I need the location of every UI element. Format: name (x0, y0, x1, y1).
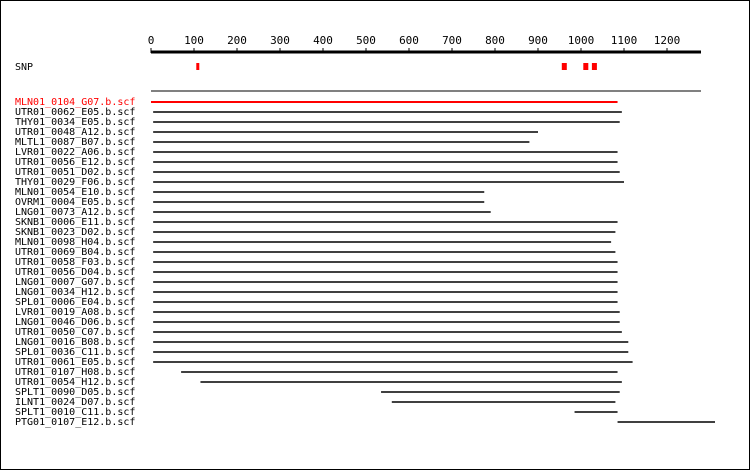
read-label: SPLT1_0090_D05.b.scf (15, 387, 136, 398)
snp-marker (592, 63, 597, 70)
read-label: UTR01_0061_E05.b.scf (15, 357, 136, 368)
snp-marker (562, 63, 567, 70)
read-label: MLN01_0104_G07.b.scf (15, 97, 136, 108)
read-label: UTR01_0069_B04.b.scf (15, 247, 136, 258)
read-label: ILNT1_0024_D07.b.scf (15, 397, 136, 408)
axis-tick-label: 800 (485, 34, 505, 47)
read-label: UTR01_0056_E12.b.scf (15, 157, 136, 168)
read-label: UTR01_0107_H08.b.scf (15, 367, 136, 378)
read-label: MLN01_0054_E10.b.scf (15, 187, 136, 198)
read-label: SKNB1_0006_E11.b.scf (15, 217, 136, 228)
axis-tick-label: 1000 (567, 34, 595, 47)
read-label: LNG01_0034_H12.b.scf (15, 287, 136, 298)
read-label: UTR01_0054_H12.b.scf (15, 377, 136, 388)
axis-tick-label: 0 (147, 34, 155, 47)
read-label: THY01_0029_F06.b.scf (15, 177, 136, 188)
axis-tick-label: 700 (442, 34, 462, 47)
axis-tick-label: 100 (184, 34, 204, 47)
read-label: UTR01_0056_D04.b.scf (15, 267, 136, 278)
read-label: LVR01_0019_A08.b.scf (15, 307, 136, 318)
axis-tick-label: 1200 (653, 34, 681, 47)
read-label: UTR01_0051_D02.b.scf (15, 167, 136, 178)
read-label: OVRM1_0004_E05.b.scf (15, 197, 136, 208)
read-label: MLTL1_0087_B07.b.scf (15, 137, 136, 148)
axis-tick-label: 400 (313, 34, 333, 47)
read-label: UTR01_0058_F03.b.scf (15, 257, 136, 268)
read-label: LNG01_0016_B08.b.scf (15, 337, 136, 348)
axis-tick-label: 900 (528, 34, 548, 47)
read-label: LNG01_0073_A12.b.scf (15, 207, 136, 218)
snp-marker (196, 63, 199, 70)
axis-tick-label: 600 (399, 34, 419, 47)
read-label: UTR01_0048_A12.b.scf (15, 127, 136, 138)
read-label: THY01_0034_E05.b.scf (15, 117, 136, 128)
snp-label: SNP (15, 62, 34, 73)
read-label: LNG01_0007_G07.b.scf (15, 277, 136, 288)
read-label: LVR01_0022_A06.b.scf (15, 147, 136, 158)
read-label: MLN01_0098_H04.b.scf (15, 237, 136, 248)
read-label: PTG01_0107_E12.b.scf (15, 417, 136, 428)
axis-tick-label: 200 (227, 34, 247, 47)
read-label: SPLT1_0010_C11.b.scf (15, 407, 136, 418)
axis-tick-label: 1100 (610, 34, 638, 47)
read-label: UTR01_0050_C07.b.scf (15, 327, 136, 338)
read-label: SPL01_0006_E04.b.scf (15, 297, 136, 308)
axis-tick-label: 500 (356, 34, 376, 47)
read-label: UTR01_0062_E05.b.scf (15, 107, 136, 118)
snp-marker (583, 63, 588, 70)
read-label: SKNB1_0023_D02.b.scf (15, 227, 136, 238)
read-label: SPL01_0036_C11.b.scf (15, 347, 136, 358)
read-label: LNG01_0046_D06.b.scf (15, 317, 136, 328)
read-alignment-diagram (1, 1, 750, 471)
axis-tick-label: 300 (270, 34, 290, 47)
